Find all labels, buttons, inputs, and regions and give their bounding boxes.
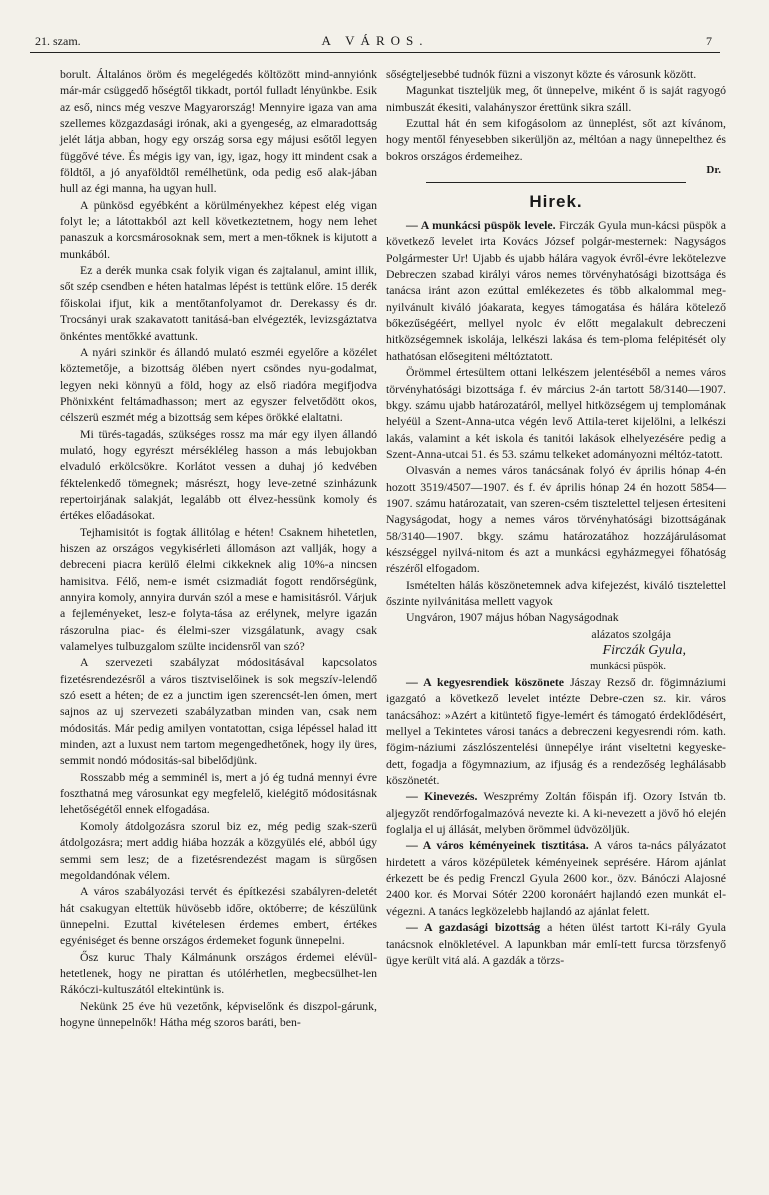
- left-column: [60, 66, 377, 1030]
- article-paragraph: Ez a derék munka csak folyik vigan és zajtalanul, amint illik, sőt szép csendben e héten hatalmas lépést is tettünk előre. 15 derék főiskolai ifjut, kik a mentőtanfolyamot dr. Derekassy és dr. Trocsányi urak szakavatott tanitásá-ban elvégezték, levizsgáztatva önkéntes mentőkké avattunk.: [60, 263, 377, 343]
- news-item-title: — A munkácsi püspök levele.: [406, 218, 556, 233]
- news-item-paragraph: Olvasván a nemes város tanácsának folyó év április hónap 4-én hozott 3519/4507—1907. és f. év április hónap 24 én hozott 5854—1907. számu határozatait, van szeren-csém tisztelettel teljesen értesiteni Nagyságodat, hogy a nemes város törvényhatósági bizottságának 58/3140—1907. bkgy. számu határozatához hozzájárulásomat készséggel nyilvá-nitom és azt a munkácsi egyházmegyei főhatóság részéről elfogadom.: [386, 463, 726, 576]
- article-signature: Dr.: [706, 164, 721, 177]
- article-paragraph: Ősz kuruc Thaly Kálmánunk országos érdemei elévül-hetetlenek, hogy ne pirattan és utólérhetlen, megbecsülhet-len Rákóczi-kultuszától eltekintünk is.: [60, 949, 377, 997]
- news-item-body: Firczák Gyula mun-kácsi püspök a következő levelet irta Kovács József polgár-mesternek: Nagyságos Polgármester Ur! Ujabb és ujabb hálára vagyok évről-évre lekötelezve Debreczen szabad királyi város nemes törvényhatósági bizottsága és tanácsa iránt azon ezúttal emlékezetes és több alkalommal meg-nyilvánult kiváló jóakarata, kegyes támogatása és hálára kötelező bőkezűségéért, mellyel nyolc év előtt megalakult debreczeni hitközségemnek iskolája, lelkészi lakása és tem-ploma felépitését oly hathatósan elősegiteni méltóztatott.: [386, 218, 727, 363]
- letter-signer-role: munkácsi püspök.: [590, 661, 666, 672]
- article-paragraph: Rosszabb még a semminél is, mert a jó ég tudná mennyi évre foszthatná meg városunkat egy megfelelő, kielégitő módositásnak lehetőségétől ennek elfogadása.: [60, 769, 377, 817]
- letter-closing: alázatos szolgája: [591, 626, 671, 641]
- article-paragraph: Mi türés-tagadás, szükséges rossz ma már egy ilyen állandó mulató, hogy egyrészt mérsékléleg hasson a más lebujokban elvaduló erkölcsökre. Korlátot vessen a duhaj jó kedvében féktelenkedő tömegnek; másrészt, hogy leve-zetné szinházunk repertoirjának salakját, legalább ott élvez-hessünk komoly és értékes előadásokat.: [60, 426, 377, 523]
- news-item-body: Jászay Rezső dr. fögimnáziumi igazgató a következő levelet intézte Debre-czen sz. kir. város tanácsához: »Azért a kitüntető figye-lemért és támogató érdeklődésért, mellyel a Tekintetes városi tanács a debreczeni kegyesrendi róm. kath. fögim-náziumi zászlószentelési ünnepélye iránt viseltetni kegyeske-dett, fogadja a fögymnazium, az ifjuság és a rendezőség leghálásabb köszönetét.: [386, 675, 726, 788]
- right-column: [386, 66, 726, 968]
- news-item-title: — A kegyesrendiek köszönete: [406, 675, 565, 689]
- article-paragraph: borult. Általános öröm és megelégedés költözött mind-annyiónk már-már csüggedő hőségtől tikkadt, portól fulladt lényünkbe. Esik az eső, nincs még veszve Magyarország! Mennyire igaza van ama szellemes közgazdasági irónak, aki a gyengeség, az elmaradottság jelét látja abban, hogy egy ország sorsa egy májusi esőtől legyen függővé téve. És mégis igy van, igy, igaz, hogy itt mindent csak a földtől, a jó anyaföldtől remélhetünk, oda pedig eső alak-jában hull az égi manna, ha ugyan hull.: [60, 67, 377, 196]
- news-item: [386, 788, 726, 837]
- news-section-heading: Hirek.: [529, 192, 583, 212]
- article-paragraph: A város szabályozási tervét és építkezési szabályren-deletét hát csakugyan eltettük hüvösebb időre, októberre; de készülünk ünnepelni. Ezuttal kivételesen érdemes embert, értékes egyéniséget és benne országos érdemeket fogunk ünnepelni.: [60, 884, 377, 948]
- article-paragraph: sőségteljesebbé tudnók füzni a viszonyt közte és városunk között.: [386, 67, 697, 81]
- page-header: [30, 30, 720, 53]
- news-item-title: — A gazdasági bizottság: [406, 920, 541, 935]
- article-paragraph: A nyári szinkör és állandó mulató eszméi egyelőre a közélet köztemetője, a bizottság ölében nyert csöndes nyu-godalmat, legyen neki könnyü a föld, hogy az első riadóra megifjodva Phönixként feltámadhasson; mert az egyszer felvetődött okos, célszerü eszmét még a bizottság sem képes örökké elaltatni.: [60, 344, 377, 425]
- page-number: 7: [706, 34, 712, 48]
- article-paragraph: Komoly átdolgozásra szorul biz ez, még pedig szak-szerü átdolgozásra; mert addig hiába hozzák a közgyülés elé, abból úgy semmi sem lesz; de a fizetésrendezést magam is sürgősen megoldandónak vélem.: [60, 818, 377, 882]
- news-item-paragraph: Ismételten hálás köszönetemnek adva kifejezést, kiváló tisztelettel őszinte nyilvánitása mellett vagyok: [386, 577, 726, 608]
- news-item-body: Weszprémy Zoltán főispán ifj. Ozory István tb. aljegyzőt rendőrfogalmazóvá nevezte ki. A ki-nevezett a jövő hó elején foglalja el uj állását, melyben örömmel üdvözöljük.: [386, 789, 726, 837]
- news-item: [386, 919, 726, 968]
- news-item-body: A város ta-nács pályázatot hirdetett a város középületek kéményeinek seprésére. Három ajánlat érkezett be és pedig Frenczl Gyula 2600 kor., özv. Bánóczi Alajosné 2400 kor. és Morvai Sótér 2200 koronáért hajlandó ezen munkát el-végezni. A tanács legközelebb hajlandó az ajánlat felett.: [386, 838, 726, 918]
- news-item: [386, 837, 726, 919]
- letter-signature: Firczák Gyula,: [602, 643, 686, 658]
- article-paragraph: Magunkat tiszteljük meg, őt ünnepelve, miként ő is saját ragyogó nimbuszát ékesiti, valahányszor érettünk sikra száll.: [386, 83, 726, 114]
- letter-place-date: Ungváron, 1907 május hóban Nagyságodnak: [406, 610, 619, 625]
- news-item: [386, 217, 726, 364]
- issue-number: 21. szam.: [35, 34, 81, 48]
- article-paragraph: Ezuttal hát én sem kifogásolom az ünneplést, sőt azt kívánom, hogy mentől fényesebben sikerüljön az, méltóan a nagy ünnepelthez és bokros országos érdemeihez.: [386, 116, 726, 163]
- article-paragraph: Tejhamisitót is fogtak állitólag e héten! Csaknem hihetetlen, hiszen az országos vegykisérleti állomáson azt vallják, hogy a debreceni piacra kerülő élelmi cikkeknek alig 10%-a nincsen hamisitva. Félő, nem-e ismét csizmadiát fogott rendőrségünk, annyira komoly, annyira durván szól a mese e hamisitásról. Várjuk a fejleményeket, lesz-e folyta-tása az erélynek, melyre igazán rászorulna piac- és élelmi-szer vizsgálatunk, avagy csak valamelyes tulbuzgalom szülte incidensről van szó?: [60, 524, 377, 654]
- section-divider: [426, 182, 686, 183]
- news-item-paragraph: Örömmel értesültem ottani lelkészem jelentéséből a nemes város törvényhatósági bizottsága f. év március 2-án tartott 58/3140—1907. bkgy. számu ujabb határozatáról, mellyel hitközségem uj templomának helyéül a Szent-Anna-utca végén levő Attila-teret kijelölni, a lelkészi lakás, valamint a két iskola és tanitói lakások elhelyezésére pedig a Szent-Anna-utcai 51. és 53. számu telkeket adományozni méltóz-tatott.: [386, 365, 726, 461]
- news-item: [386, 674, 726, 788]
- article-paragraph: A szervezeti szabályzat módositásával kapcsolatos fizetésrendezésről a város tisztviselőinek is sok megszív-lelendő szó esett a héten; de ez a junctim igen szerencsét-len ómen, mert sajnos az uj szervezeti szabályzatban minden van, csak nem módositás. Már pedig amilyen vontatottan, csiga lépéssel halad itt minden, azt a luxust nem tartom megengedhetőnek, hogy ily üres, semmit nondó módositás-sal bibelődjünk.: [60, 655, 377, 768]
- newspaper-title: A VÁROS.: [321, 33, 429, 48]
- article-paragraph: A pünkösd egyébként a körülményekhez képest elég vigan folyt le; a látottakból azt kell következtetnem, hogy nem lehet panaszuk a korcsmárosoknak sem, mert a men-tőknek is kijutott a munkából.: [60, 197, 377, 261]
- article-paragraph: Nekünk 25 éve hü vezetőnk, képviselőnk és diszpol-gárunk, hogyne ünnepelnők! Hátha még szoros baráti, ben-: [60, 998, 377, 1029]
- news-item-title: — A város kéményeinek tisztitása.: [406, 838, 589, 853]
- news-item-title: — Kinevezés.: [406, 789, 478, 804]
- news-item-body: a héten ülést tartott Ki-rály Gyula tanácsnok elnökletével. A lapunkban már emlí-tett furcsa törzsfenyő ügye került vitá alá. A gazdák a törzs-: [386, 920, 726, 967]
